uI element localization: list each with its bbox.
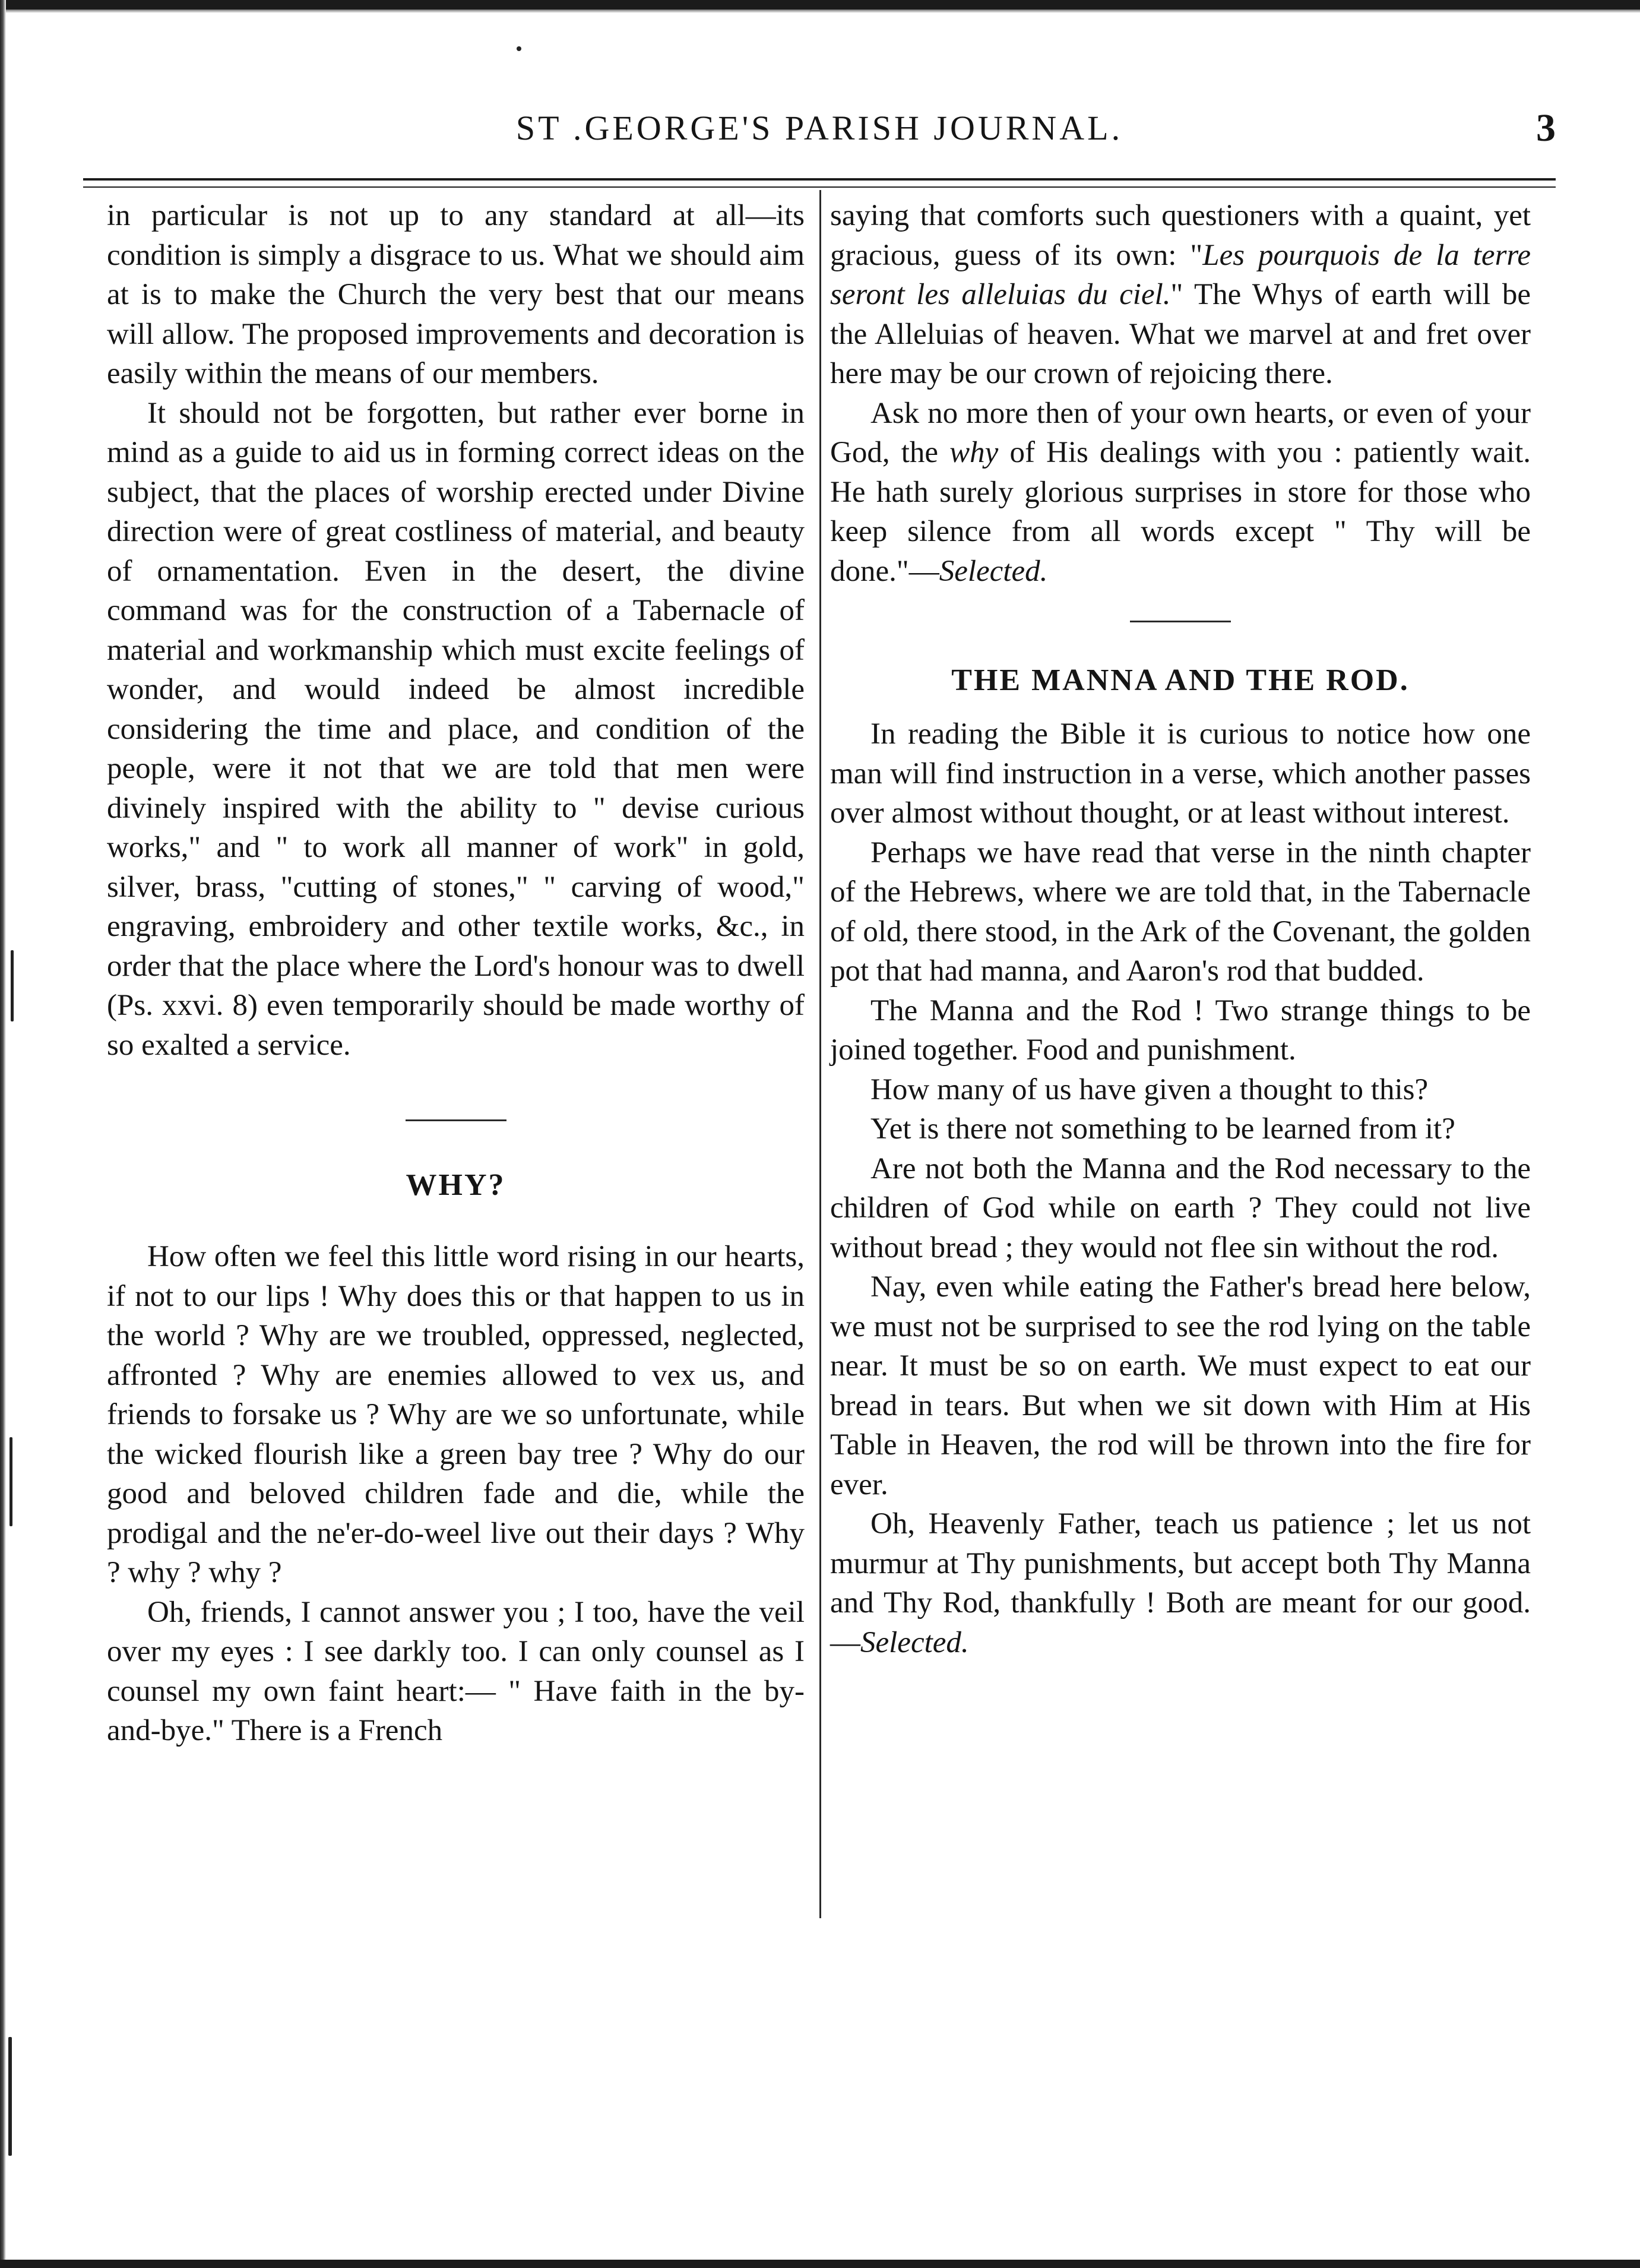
paragraph: How often we feel this little word rising in our hearts, if not to our lips ! Why does this or that happen to us in the world ? Why are we troubled, oppressed, neglected, affronted ? Why are enemies allowed to vex us, and friends to forsake us ? Why are we so unfortunate, while the wicked flourish like a green bay tree ? Why do our good and beloved children fade and die, while the prodigal and the ne'er-do-weel live out their days ? Why ? why ? why ? bbox=[107, 1240, 805, 1589]
margin-mark bbox=[517, 46, 521, 51]
scan-edge-bottom bbox=[0, 2260, 1640, 2268]
paragraph: The Manna and the Rod ! Two strange things to be joined together. Food and punishment. bbox=[830, 994, 1531, 1067]
paragraph bbox=[830, 394, 1531, 591]
section-divider bbox=[406, 1119, 506, 1121]
text-run: Oh, Heavenly Father, teach us patience ; let us not murmur at Thy punishments, but accept both Thy Manna and Thy Rod, thankfully ! Both are meant for our good.— bbox=[830, 1507, 1531, 1659]
scan-edge-top-shadow bbox=[0, 10, 1640, 13]
attribution: Selected. bbox=[939, 554, 1048, 588]
section-divider bbox=[1130, 621, 1231, 622]
text-run: of His dealings with you : patiently wait. He hath surely glorious surprises in store for those who keep silence from all words except " Thy will be done."— bbox=[830, 436, 1531, 588]
section-title-manna: THE MANNA AND THE ROD. bbox=[951, 663, 1410, 697]
paragraph: In reading the Bible it is curious to notice how one man will find instruction in a verse, which another passes over almost without thought, or at least without interest. bbox=[830, 717, 1531, 830]
page-header bbox=[83, 95, 1556, 160]
paragraph bbox=[830, 1504, 1531, 1662]
running-title: ST .GEORGE'S PARISH JOURNAL. bbox=[515, 109, 1123, 147]
header-rule bbox=[83, 178, 1556, 181]
scan-edge-top bbox=[0, 0, 1640, 10]
section-title-why: WHY? bbox=[406, 1168, 506, 1202]
text-run: saying that comforts such questioners with a quaint, yet gracious, guess of its own: " bbox=[830, 199, 1531, 272]
paragraph: Yet is there not something to be learned from it? bbox=[870, 1112, 1455, 1146]
attribution: Selected. bbox=[860, 1625, 969, 1659]
paragraph: It should not be forgotten, but rather ever borne in mind as a guide to aid us in forming correct ideas on the subject, that the places of worship erected under Divine direction were of great costliness of material, and beauty of ornamentation. Even in the desert, the divine command was for the construction of a Tabernacle of material and workmanship which must excite feelings of wonder, and would indeed be almost incredible considering the time and place, and condition of the people, were it not that we are told that men were divinely inspired with the ability to " devise curious works," and " to work all manner of work" in gold, silver, brass, "cutting of stones," " carving of wood," engraving, embroidery and other textile works, &c., in order that the place where the Lord's honour was to dwell (Ps. xxvi. 8) even temporarily should be made worthy of so exalted a service. bbox=[107, 396, 805, 1062]
margin-mark bbox=[11, 950, 14, 1021]
paragraph: in particular is not up to any standard at all—its condition is simply a disgrace to us. What we should aim at is to make the Church the very best that our means will allow. The proposed improvements and decoration is easily within the means of our members. bbox=[107, 199, 805, 390]
right-column bbox=[830, 196, 1531, 1662]
paragraph: Oh, friends, I cannot answer you ; I too, have the veil over my eyes : I see darkly too. I can only counsel as I counsel my own faint heart:— " Have faith in the by-and-bye." There is a French bbox=[107, 1595, 805, 1747]
paragraph: Nay, even while eating the Father's bread here below, we must not be surprised to see the rod lying on the table near. It must be so on earth. We must expect to eat our bread in tears. But when we sit down with Him at His Table in Heaven, the rod will be thrown into the fire for ever. bbox=[830, 1270, 1531, 1501]
column-divider bbox=[819, 190, 821, 1918]
margin-mark bbox=[8, 2037, 12, 2156]
paragraph: How many of us have given a thought to this? bbox=[870, 1073, 1429, 1106]
paragraph: Perhaps we have read that verse in the ninth chapter of the Hebrews, where we are told that, in the Tabernacle of old, there stood, in the Ark of the Covenant, the golden pot that had manna, and Aaron's rod that budded. bbox=[830, 836, 1531, 988]
header-rule-thin bbox=[83, 186, 1556, 188]
paragraph: Are not both the Manna and the Rod necessary to the children of God while on earth ? They could not live without bread ; they would not flee sin without the rod. bbox=[830, 1152, 1531, 1264]
paragraph bbox=[830, 196, 1531, 394]
text-run: Ask no more then of your own hearts, or even of your God, the bbox=[830, 396, 1531, 469]
left-column bbox=[107, 196, 805, 1751]
page-number: 3 bbox=[1536, 106, 1556, 150]
scan-edge-left bbox=[0, 0, 6, 2268]
margin-mark bbox=[10, 1437, 12, 1526]
text-run: " The Whys of earth will be the Alleluias of heaven. What we marvel at and fret over here may be our crown of rejoicing there. bbox=[830, 278, 1531, 390]
french-quote: Les pourquois de la terre seront les alleluias du ciel. bbox=[830, 238, 1531, 311]
emphasis-why: why bbox=[949, 436, 999, 469]
